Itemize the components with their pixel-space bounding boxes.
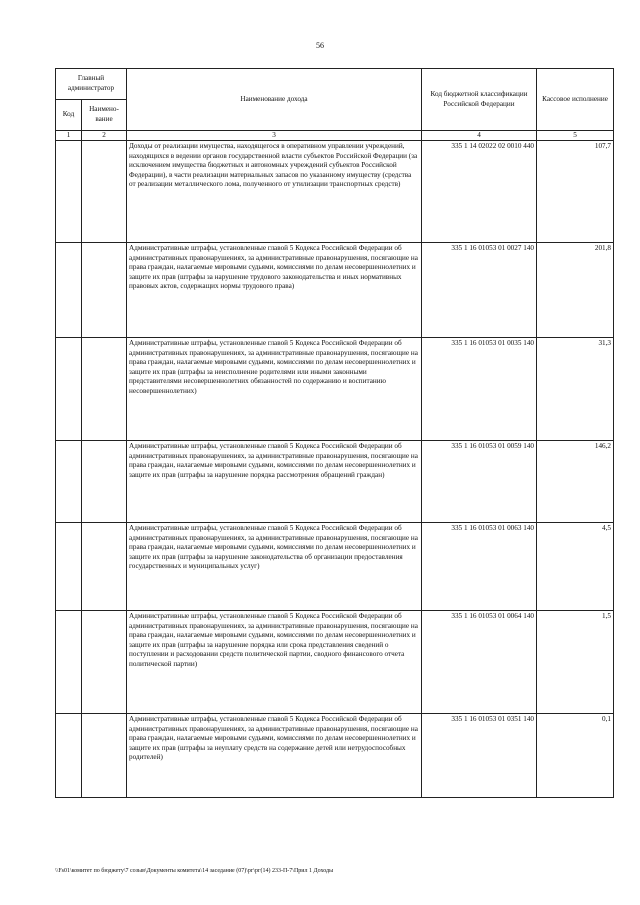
income-name-cell: Административные штрафы, установленные главой 5 Кодекса Российской Федерации об административных правонарушениях, за административные правонарушения, посягающие на права граждан, налагаемые мировыми судьями, комиссиями по делам несовершеннолетних и защите их прав (штрафы за нарушение порядка рассмотрения обращений граждан): [127, 441, 422, 523]
admin-code-cell: [56, 441, 82, 523]
table-row: [56, 338, 614, 441]
cash-header: Кассовое исполнение: [537, 69, 614, 131]
table-row: [56, 141, 614, 243]
admin-name-cell: [82, 141, 127, 243]
code-header: Код: [56, 100, 82, 131]
table-row: [56, 243, 614, 338]
admin-name-cell: [82, 714, 127, 798]
budget-code-cell: 335 1 14 02022 02 0010 440: [422, 141, 537, 243]
column-number: 3: [127, 131, 422, 141]
column-number: 5: [537, 131, 614, 141]
amount-cell: 146,2: [537, 441, 614, 523]
budget-code-cell: 335 1 16 01053 01 0064 140: [422, 611, 537, 714]
admin-name-cell: [82, 243, 127, 338]
column-number: 4: [422, 131, 537, 141]
income-name-cell: Административные штрафы, установленные главой 5 Кодекса Российской Федерации об административных правонарушениях, за административные правонарушения, посягающие на права граждан, налагаемые мировыми судьями, комиссиями по делам несовершеннолетних и защите их прав (штрафы за нарушение трудового законодательства и иных нормативных правовых актов, содержащих нормы трудового права): [127, 243, 422, 338]
admin-name-cell: [82, 523, 127, 611]
budget-code-cell: 335 1 16 01053 01 0059 140: [422, 441, 537, 523]
income-table: [55, 68, 614, 798]
amount-cell: 0,1: [537, 714, 614, 798]
admin-code-cell: [56, 243, 82, 338]
column-number-row: [56, 131, 614, 141]
amount-cell: 107,7: [537, 141, 614, 243]
budget-code-cell: 335 1 16 01053 01 0027 140: [422, 243, 537, 338]
income-name-cell: Административные штрафы, установленные главой 5 Кодекса Российской Федерации об административных правонарушениях, за административные правонарушения, посягающие на права граждан, налагаемые мировыми судьями, комиссиями по делам несовершеннолетних и защите их прав (штрафы за неисполнение родителями или иными законными представителями несовершеннолетних обязанностей по содержанию и воспитанию несовершеннолетних): [127, 338, 422, 441]
page-number: 56: [316, 41, 324, 50]
income-name-cell: Административные штрафы, установленные главой 5 Кодекса Российской Федерации об административных правонарушениях, за административные правонарушения, посягающие на права граждан, налагаемые мировыми судьями, комиссиями по делам несовершеннолетних и защите их прав (штрафы за нарушение законодательства об организации предоставления государственных и муниципальных услуг): [127, 523, 422, 611]
table-row: [56, 714, 614, 798]
income-name-header: Наименование дохода: [127, 69, 422, 131]
table-row: [56, 441, 614, 523]
admin-group-header: Главный администратор: [56, 69, 127, 100]
admin-code-cell: [56, 611, 82, 714]
budget-code-cell: 335 1 16 01053 01 0035 140: [422, 338, 537, 441]
admin-name-cell: [82, 441, 127, 523]
amount-cell: 1,5: [537, 611, 614, 714]
file-path-footer: \\Fs01\комитет по бюджету\7 созыв\Документы комитета\14 заседание (07)\рг\рг(14) 233-П-7\Прил 1 Доходы: [55, 868, 334, 874]
budget-code-cell: 335 1 16 01053 01 0063 140: [422, 523, 537, 611]
table-row: [56, 611, 614, 714]
income-name-cell: Доходы от реализации имущества, находящегося в оперативном управлении учреждений, находящихся в ведении органов государственной власти субъектов Российской Федерации (за исключением имущества бюджетных и автономных учреждений субъектов Российской Федерации), в части реализации материальных запасов по указанному имуществу (средства от реализации металлического лома, полученного от утилизации транспортных средств): [127, 141, 422, 243]
income-name-cell: Административные штрафы, установленные главой 5 Кодекса Российской Федерации об административных правонарушениях, за административные правонарушения, посягающие на права граждан, налагаемые мировыми судьями, комиссиями по делам несовершеннолетних и защите их прав (штрафы за нарушение порядка или срока представления сведений о поступлении и расходовании средств политической партии, сводного финансового отчета политической партии): [127, 611, 422, 714]
amount-cell: 31,3: [537, 338, 614, 441]
amount-cell: 201,8: [537, 243, 614, 338]
table-row: [56, 523, 614, 611]
admin-name-header: Наимено-вание: [82, 100, 127, 131]
column-number: 1: [56, 131, 82, 141]
admin-code-cell: [56, 141, 82, 243]
budget-code-header: Код бюджетной классификации Российской Федерации: [422, 69, 537, 131]
admin-code-cell: [56, 714, 82, 798]
amount-cell: 4,5: [537, 523, 614, 611]
admin-name-cell: [82, 611, 127, 714]
admin-name-cell: [82, 338, 127, 441]
admin-code-cell: [56, 338, 82, 441]
budget-code-cell: 335 1 16 01053 01 0351 140: [422, 714, 537, 798]
income-name-cell: Административные штрафы, установленные главой 5 Кодекса Российской Федерации об административных правонарушениях, за административные правонарушения, посягающие на права граждан, налагаемые мировыми судьями, комиссиями по делам несовершеннолетних и защите их прав (штрафы за неуплату средств на содержание детей или нетрудоспособных родителей): [127, 714, 422, 798]
admin-code-cell: [56, 523, 82, 611]
column-number: 2: [82, 131, 127, 141]
